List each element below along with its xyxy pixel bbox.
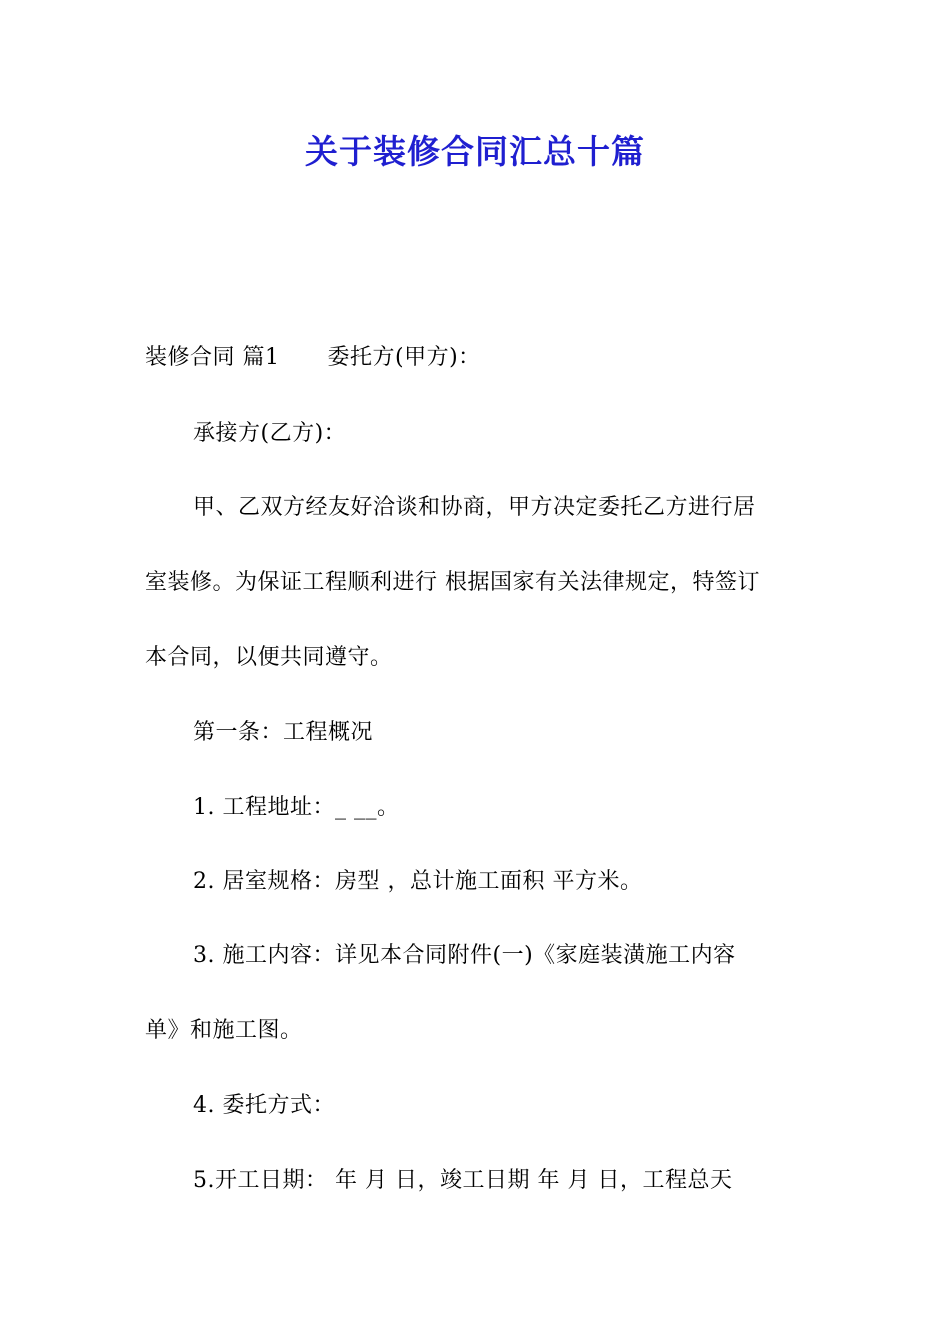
paragraph-line-3: 甲、乙双方经友好洽谈和协商，甲方决定委托乙方进行居	[193, 495, 756, 520]
item-project-address: 1. 工程地址：_ __。	[193, 795, 400, 820]
contractor-party-label: 承接方(乙方)：	[193, 421, 347, 446]
item-commission-method: 4. 委托方式：	[193, 1093, 335, 1118]
article-one-heading: 第一条：工程概况	[193, 720, 374, 745]
item-room-specification: 2. 居室规格：房型 ，总计施工面积 平方米。	[193, 869, 643, 894]
paragraph-line-4: 室装修。为保证工程顺利进行 根据国家有关法律规定，特签订	[145, 570, 760, 595]
contract-heading: 装修合同 篇1	[145, 345, 280, 370]
paragraph-line-10: 单》和施工图。	[145, 1018, 303, 1043]
item-construction-content: 3. 施工内容：详见本合同附件(一)《家庭装潢施工内容	[193, 943, 736, 968]
paragraph-line-5: 本合同，以便共同遵守。	[145, 645, 393, 670]
paragraph-line-1	[145, 342, 810, 374]
document-title: 关于装修合同汇总十篇	[305, 132, 645, 171]
item-start-date: 5.开工日期： 年 月 日，竣工日期 年 月 日，工程总天	[193, 1168, 733, 1193]
client-party-label: 委托方(甲方)：	[327, 345, 481, 370]
